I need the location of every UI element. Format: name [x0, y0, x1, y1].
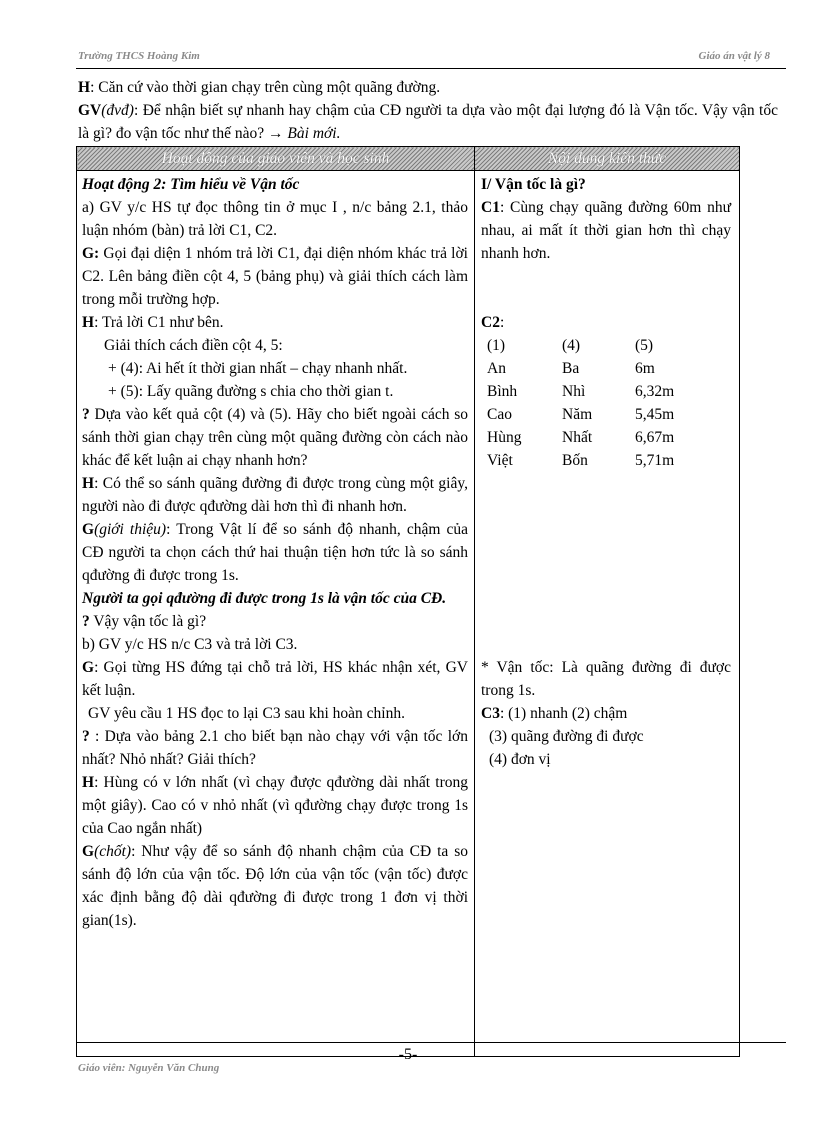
- content-c3: C3: (1) nhanh (2) chậm: [481, 705, 628, 722]
- c2-col-header: (4): [562, 337, 581, 354]
- header-school: Trường THCS Hoàng Kim: [78, 50, 200, 62]
- table-row: [487, 449, 715, 472]
- content-c2-label: C2:: [481, 314, 505, 331]
- c2-cell: 5,71m: [635, 452, 675, 469]
- activity-p5: + (4): Ai hết ít thời gian nhất – chạy nhanh nhất.: [108, 360, 408, 377]
- activity-p13: G: Gọi từng HS đứng tại chỗ trả lời, HS khác nhận xét, GV kết luận.: [82, 659, 468, 699]
- header-activities: Hoạt động của giáo viên và học sinh: [77, 147, 475, 171]
- intro-note: (đvđ): [101, 102, 134, 119]
- c2-cell: 6m: [635, 360, 655, 377]
- activity-p9: G(giới thiệu): Trong Vật lí để so sánh độ nhanh, chậm của CĐ người ta chọn cách thứ hai thuận tiện hơn tức là so sánh qđường đi được trong 1s.: [82, 521, 469, 584]
- c2-cell: Ba: [562, 360, 580, 377]
- activities-column: [77, 171, 475, 1057]
- activity-p8: H: Có thể so sánh quãng đường đi được trong cùng một giây, người nào đi được qđường dài hơn thì đi nhanh hơn.: [82, 475, 468, 515]
- intro-line-2-text: : Để nhận biết sự nhanh hay chậm của CĐ người ta dựa vào một đại lượng đó là Vận tốc. Vậy vận tốc là gì? đo vận tốc như thế nào?: [78, 102, 778, 142]
- c2-results-table: [487, 334, 715, 472]
- intro-line-1: [78, 76, 778, 99]
- table-row: [487, 426, 715, 449]
- activity-p2: G: Gọi đại diện 1 nhóm trả lời C1, đại diện nhóm khác trả lời C2. Lên bảng điền cột 4, 5 (bảng phụ) và giải thích cách làm trong mỗi trường hợp.: [82, 245, 468, 308]
- header-content: Nội dung kiến thức: [475, 147, 740, 171]
- activity-p12: b) GV y/c HS n/c C3 và trả lời C3.: [82, 636, 298, 653]
- c2-cell: 5,45m: [635, 406, 675, 423]
- page-number: -5-: [398, 1046, 418, 1063]
- activity-p15: ? : Dựa vào bảng 2.1 cho biết bạn nào chạy với vận tốc lớn nhất? Nhỏ nhất? Giải thích?: [82, 728, 468, 768]
- c2-cell: Hùng: [487, 429, 522, 446]
- footer-rule: [76, 1042, 786, 1043]
- activity-p14: GV yêu cầu 1 HS đọc to lại C3 sau khi hoàn chỉnh.: [88, 705, 405, 722]
- intro-line-1-text: : Căn cứ vào thời gian chạy trên cùng một quãng đường.: [90, 79, 441, 96]
- spacer: [481, 265, 731, 311]
- content-c3-line2: (3) quãng đường đi được: [489, 728, 644, 745]
- activity-p17: G(chốt): Như vậy để so sánh độ nhanh chậm của CĐ ta so sánh độ lớn của vận tốc. Độ lớn của vận tốc (vận tốc) được xác định bằng độ dài qđường đi được trong 1 đơn vị thời gian(1s).: [82, 843, 468, 929]
- speaker-label: H: [78, 79, 91, 96]
- c2-cell: An: [487, 360, 506, 377]
- footer-teacher: Giáo viên: Nguyễn Văn Chung: [78, 1062, 220, 1074]
- content-definition: * Vận tốc: Là quãng đường đi được trong 1s.: [481, 659, 731, 699]
- content-c1: C1: Cùng chạy quãng đường 60m như nhau, ai mất ít thời gian hơn thì chạy nhanh hơn.: [481, 199, 731, 262]
- c2-col-header: (5): [635, 337, 654, 354]
- activity-p11: ? Vậy vận tốc là gì?: [82, 613, 207, 630]
- table-row: [487, 380, 715, 403]
- activity-p4: Giải thích cách điền cột 4, 5:: [104, 337, 283, 354]
- activity-p1: a) GV y/c HS tự đọc thông tin ở mục I , n/c bảng 2.1, thảo luận nhóm (bàn) trả lời C1, C2.: [82, 199, 468, 239]
- c2-cell: Năm: [562, 406, 593, 423]
- c2-cell: Bình: [487, 383, 518, 400]
- activity-p3: H: Trả lời C1 như bên.: [82, 314, 224, 331]
- c2-col-header: (1): [487, 337, 506, 354]
- c2-cell: 6,32m: [635, 383, 675, 400]
- spacer: [481, 472, 731, 656]
- content-c3-line3: (4) đơn vị: [489, 751, 551, 768]
- intro-line-2: [78, 99, 778, 145]
- arrow-icon: →: [264, 125, 288, 142]
- lesson-table: [76, 146, 740, 1057]
- header-subject: Giáo án vật lý 8: [698, 50, 770, 62]
- header-rule: [76, 68, 786, 69]
- activity-p7: ? Dựa vào kết quả cột (4) và (5). Hãy cho biết ngoài cách so sánh thời gian chạy trên cùng một quãng đường còn cách nào khác để kết luận ai chạy nhanh hơn?: [82, 406, 468, 469]
- activity-p6: + (5): Lấy quãng đường s chia cho thời gian t.: [108, 383, 394, 400]
- intro-text: [78, 76, 778, 145]
- c2-cell: Bốn: [562, 452, 588, 469]
- c2-cell: 6,67m: [635, 429, 675, 446]
- table-row: [487, 334, 715, 357]
- c2-cell: Cao: [487, 406, 512, 423]
- speaker-label: GV: [78, 102, 102, 119]
- c2-cell: Việt: [487, 452, 513, 469]
- content-column: [475, 171, 740, 1057]
- table-row: [487, 357, 715, 380]
- c2-cell: Nhì: [562, 383, 586, 400]
- activity-title: Hoạt động 2: Tìm hiểu về Vận tốc: [82, 176, 300, 193]
- intro-new-lesson: Bài mới.: [287, 125, 341, 142]
- activity-p16: H: Hùng có v lớn nhất (vì chạy được qđường dài nhất trong một giây). Cao có v nhỏ nhất (vì qđường chạy được trong 1s của Cao ngắn nhất): [82, 774, 468, 837]
- content-title: I/ Vận tốc là gì?: [481, 176, 586, 193]
- c2-cell: Nhất: [562, 429, 593, 446]
- table-row: [487, 403, 715, 426]
- activity-p10: Người ta gọi qđường đi được trong 1s là vận tốc của CĐ.: [82, 590, 447, 607]
